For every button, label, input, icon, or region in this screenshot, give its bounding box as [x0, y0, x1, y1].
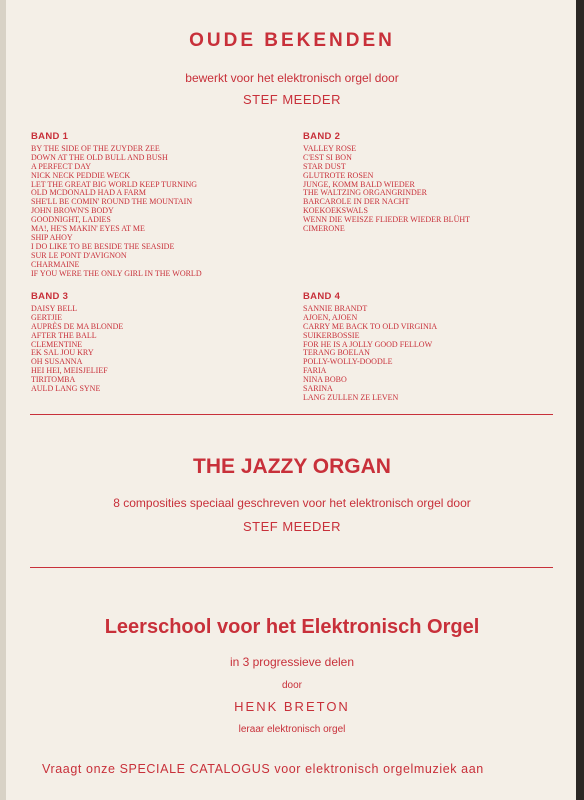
song-item: THE WALTZING ORGANGRINDER [303, 188, 427, 198]
song-item: STAR DUST [303, 161, 346, 171]
song-item: EK SAL JOU KRY [31, 348, 94, 358]
song-item: NINA BOBO [303, 375, 347, 385]
song-item: IF YOU WERE THE ONLY GIRL IN THE WORLD [31, 268, 202, 278]
song-item: FARIA [303, 366, 327, 376]
song-item: DOWN AT THE OLD BULL AND BUSH [31, 152, 168, 162]
song-item: I DO LIKE TO BE BESIDE THE SEASIDE [31, 241, 175, 251]
song-item: SARINA [303, 384, 333, 394]
song-item: C'EST SI BON [303, 152, 352, 162]
band-1-column [31, 133, 202, 279]
song-item: AFTER THE BALL [31, 330, 97, 340]
catalog-notice: Vraagt onze SPECIALE CATALOGUS voor elektronisch orgelmuziek aan [42, 762, 484, 776]
leerschool-title: Leerschool voor het Elektronisch Orgel [104, 616, 480, 638]
song-item: JUNGE, KOMM BALD WIEDER [303, 179, 415, 189]
song-item: OH SUSANNA [31, 357, 83, 367]
band-2-header: BAND 2 [303, 131, 341, 142]
song-item: TERANG BOELAN [303, 348, 370, 358]
divider [30, 414, 553, 415]
jazzy-title: THE JAZZY ORGAN [193, 455, 391, 478]
song-item: SHIP AHOY [31, 232, 73, 242]
main-title: OUDE BEKENDEN [189, 30, 395, 51]
song-item: NICK NECK PEDDIE WECK [31, 170, 131, 180]
leerschool-parts: in 3 progressieve delen [229, 655, 355, 669]
song-item: GOODNIGHT, LADIES [31, 215, 111, 225]
leerschool-role: leraar elektronisch orgel [238, 724, 346, 735]
main-author: STEF MEEDER [243, 92, 341, 107]
song-item: KOEKOEKSWALS [303, 206, 368, 216]
song-item: LET THE GREAT BIG WORLD KEEP TURNING [31, 179, 198, 189]
divider [30, 567, 553, 568]
leerschool-author: HENK BRETON [234, 699, 350, 714]
song-item: VALLEY ROSE [303, 143, 357, 153]
song-item: DAISY BELL [31, 303, 78, 313]
song-item: JOHN BROWN'S BODY [31, 206, 114, 216]
song-item: BARCAROLE IN DER NACHT [303, 197, 410, 207]
song-item: CIMERONE [303, 224, 345, 234]
jazzy-subtitle: 8 composities speciaal geschreven voor het elektronisch orgel door [113, 496, 471, 510]
song-item: AUPRÈS DE MA BLONDE [31, 321, 124, 331]
band-3-header: BAND 3 [31, 291, 69, 302]
song-item: GERTJIE [31, 312, 63, 322]
leerschool-by: door [281, 680, 302, 691]
band-3-column [31, 293, 123, 394]
song-item: SUR LE PONT D'AVIGNON [31, 250, 127, 260]
song-item: LANG ZULLEN ZE LEVEN [303, 392, 399, 402]
song-item: WENN DIE WEISZE FLIEDER WIEDER BLÜHT [303, 215, 471, 225]
song-item: SUIKERBOSSIE [303, 330, 360, 340]
band-1-header: BAND 1 [31, 131, 69, 142]
song-item: HEI HEI, MEISJELIEF [31, 366, 108, 376]
song-item: SANNIE BRANDT [303, 303, 368, 313]
song-item: CARRY ME BACK TO OLD VIRGINIA [303, 321, 438, 331]
song-item: TIRITOMBA [31, 375, 76, 385]
song-item: SHE'LL BE COMIN' ROUND THE MOUNTAIN [31, 197, 193, 207]
song-item: FOR HE IS A JOLLY GOOD FELLOW [303, 339, 433, 349]
band-4-header: BAND 4 [303, 291, 341, 302]
song-item: GLUTROTE ROSEN [303, 170, 374, 180]
main-subtitle: bewerkt voor het elektronisch orgel door [185, 71, 399, 85]
song-item: AULD LANG SYNE [31, 384, 101, 394]
song-item: BY THE SIDE OF THE ZUYDER ZEE [31, 143, 160, 153]
song-item: CLEMENTINE [31, 339, 83, 349]
song-item: OLD MCDONALD HAD A FARM [31, 188, 146, 198]
band-2-column [303, 133, 470, 234]
jazzy-author: STEF MEEDER [243, 519, 341, 534]
song-item: POLLY-WOLLY-DOODLE [303, 357, 393, 367]
song-item: MA!, HE'S MAKIN' EYES AT ME [31, 224, 145, 234]
band-4-column [303, 293, 437, 403]
song-item: CHARMAINE [31, 259, 80, 269]
song-item: A PERFECT DAY [31, 161, 92, 171]
song-item: AJOEN, AJOEN [303, 312, 358, 322]
